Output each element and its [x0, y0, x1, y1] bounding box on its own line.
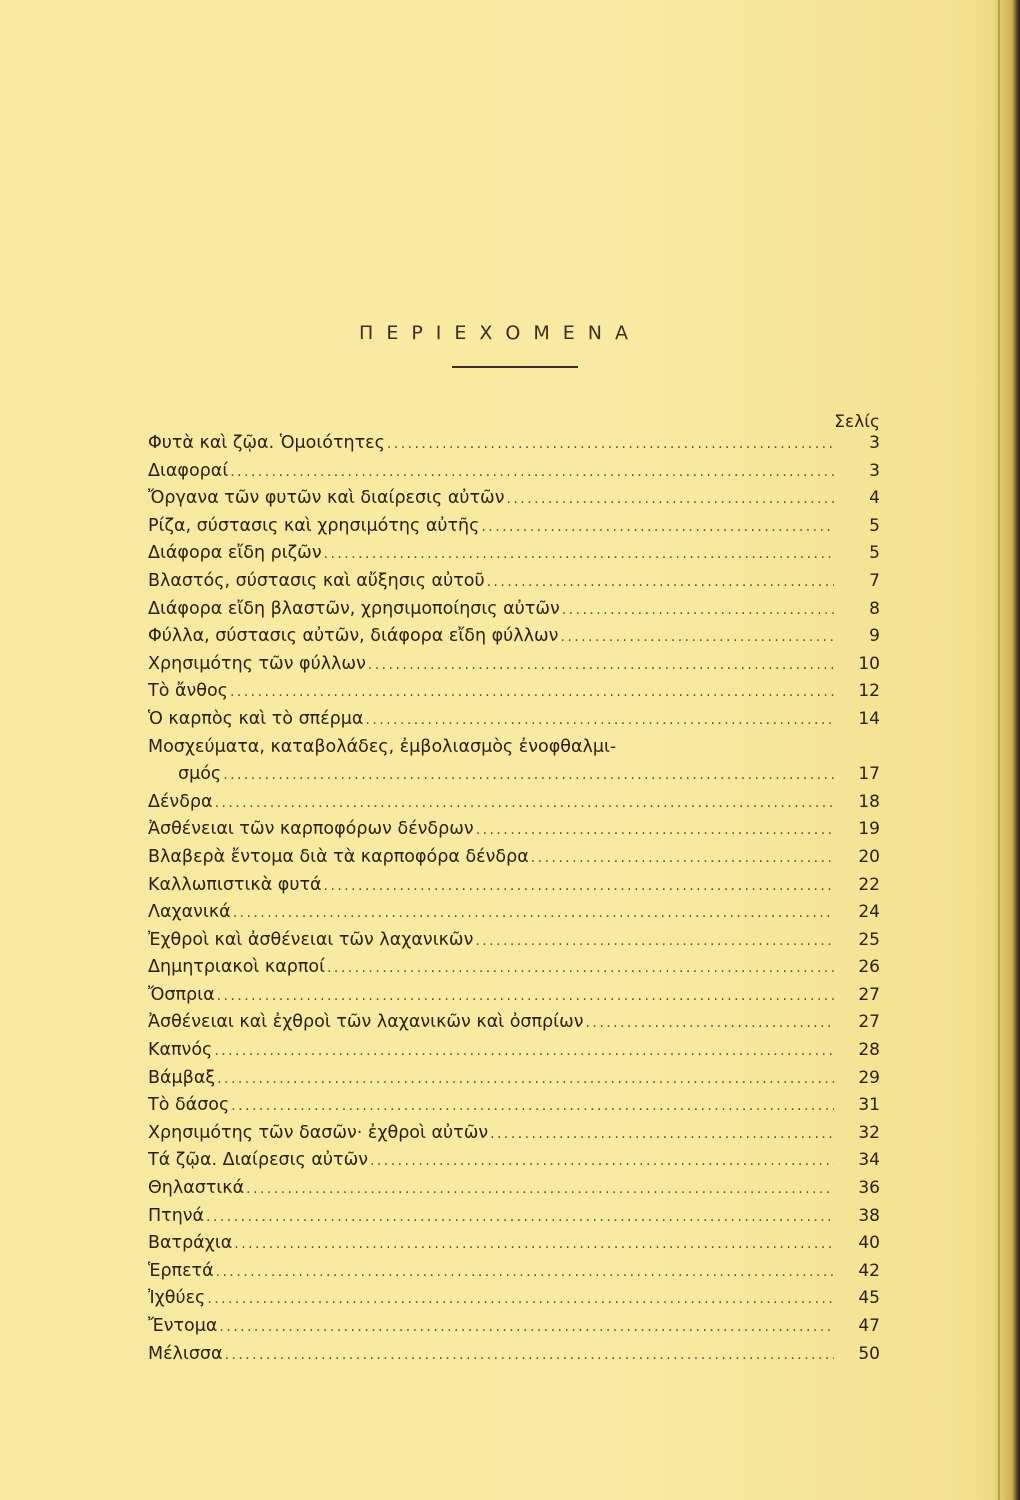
toc-entry-page: 8	[869, 598, 880, 619]
dot-leader	[246, 1176, 834, 1204]
dot-leader	[234, 1231, 834, 1259]
dot-leader	[531, 845, 834, 873]
dot-leader	[387, 431, 834, 459]
toc-entry-title: Φύλλα, σύστασις αὐτῶν, διάφορα εἴδη φύλλων	[148, 626, 559, 647]
toc-entry	[148, 982, 880, 1010]
dot-leader	[214, 1038, 834, 1066]
dot-leader	[217, 1066, 834, 1094]
dot-leader	[230, 459, 834, 487]
toc-entry-title: Ὄσπρια	[148, 984, 215, 1005]
toc-entry-title: Διάφορα εἴδη βλαστῶν, χρησιμοποίησις αὐτῶν	[148, 598, 560, 619]
toc-entry-page: 17	[858, 764, 880, 785]
pages-column-heading: Σελίς	[834, 412, 880, 432]
dot-leader	[490, 1121, 834, 1149]
toc-entry	[148, 1147, 880, 1175]
toc-entry-title: Ἀσθένειαι τῶν καρποφόρων δένδρων	[148, 819, 474, 840]
dot-leader	[560, 624, 834, 652]
dot-leader	[562, 597, 834, 625]
toc-entry	[148, 816, 880, 844]
dot-leader	[215, 790, 834, 818]
toc-entry-page: 20	[858, 846, 880, 867]
toc-entry-page: 40	[858, 1233, 880, 1254]
toc-entry-title: Ὁ καρπὸς καὶ τὸ σπέρμα	[148, 708, 364, 729]
toc-entry	[148, 568, 880, 596]
dot-leader	[230, 679, 834, 707]
toc-entry-page: 50	[858, 1343, 880, 1364]
toc-entry-title: Φυτὰ καὶ ζῷα. Ὁμοιότητες	[148, 433, 385, 453]
toc-entry-page: 42	[858, 1260, 880, 1281]
dot-leader	[225, 1342, 834, 1370]
toc-entry	[148, 899, 880, 927]
dot-leader	[233, 900, 834, 928]
toc-entry-title: Ἀσθένειαι καὶ ἐχθροὶ τῶν λαχανικῶν καὶ ὀσπρίων	[148, 1012, 584, 1033]
toc-entry	[148, 1009, 880, 1037]
toc-entry-page: 28	[858, 1040, 880, 1061]
page-title: ΠΕΡΙΕΧΟΜΕΝΑ	[359, 322, 641, 344]
toc-entry-title: Ἐχθροὶ καὶ ἀσθένειαι τῶν λαχανικῶν	[148, 929, 474, 950]
toc-entry	[148, 927, 880, 955]
toc-entry-page: 7	[869, 570, 880, 591]
toc-entry-title: Χρησιμότης τῶν φύλλων	[148, 653, 366, 674]
dot-leader	[481, 514, 834, 542]
dot-leader	[324, 873, 834, 901]
toc-entry-title: Διαφοραί	[148, 460, 229, 481]
toc-entry	[148, 1230, 880, 1258]
toc-entry-title: Ρίζα, σύστασις καὶ χρησιμότης αὐτῆς	[148, 515, 480, 536]
toc-entry	[148, 1175, 880, 1203]
toc-entry-page: 27	[858, 984, 880, 1005]
toc-entry	[148, 1285, 880, 1313]
toc-entry-title: Τὸ ἄνθος	[148, 681, 228, 702]
dot-leader	[207, 1286, 834, 1314]
dot-leader	[327, 955, 834, 983]
toc-entry	[148, 706, 880, 734]
toc-entry-title: Θηλαστικά	[148, 1178, 245, 1199]
toc-entry-page: 47	[858, 1316, 880, 1336]
toc-entry-page: 34	[858, 1150, 880, 1171]
toc-entry-title: Ἑρπετά	[148, 1260, 214, 1281]
spine-edge	[998, 0, 1000, 1500]
toc-entry-page: 38	[858, 1205, 880, 1226]
toc-entry-page: 29	[858, 1067, 880, 1088]
toc-entry	[148, 651, 880, 679]
dot-leader	[206, 1204, 834, 1232]
dot-leader	[507, 486, 835, 514]
toc-entry	[148, 485, 880, 513]
toc-entry-page: 26	[858, 957, 880, 978]
toc-entry-title: Ὄργανα τῶν φυτῶν καὶ διαίρεσις αὐτῶν	[148, 488, 505, 509]
toc-entry	[148, 1258, 880, 1286]
toc-entry	[148, 596, 880, 624]
toc-entry-title: Χρησιμότης τῶν δασῶν· ἐχθροὶ αὐτῶν	[148, 1122, 489, 1143]
toc-entry	[148, 623, 880, 651]
toc-entry-title: Τά ζῷα. Διαίρεσις αὐτῶν	[148, 1150, 369, 1171]
toc-entry	[148, 734, 880, 762]
dot-leader	[370, 1148, 834, 1176]
toc-entry-page: 5	[869, 543, 880, 564]
toc-entry-page: 10	[858, 653, 880, 674]
toc-entry-title: Καλλωπιστικὰ φυτά	[148, 874, 322, 895]
toc-entry	[148, 1065, 880, 1093]
toc-entry-title: Βατράχια	[148, 1233, 233, 1254]
toc-entry	[148, 1313, 880, 1341]
toc-entry-title: Τὸ δάσος	[148, 1095, 230, 1116]
toc-entry-page: 19	[858, 819, 880, 840]
toc-entry-title: Ἰχθύες	[148, 1288, 206, 1309]
dot-leader	[475, 928, 834, 956]
dot-leader	[217, 983, 834, 1011]
toc-entry	[148, 1120, 880, 1148]
toc-entry-page: 14	[858, 708, 880, 729]
toc-entry-page: 31	[858, 1095, 880, 1116]
toc-entry-title: Μέλισσα	[148, 1343, 223, 1364]
dot-leader	[476, 817, 834, 845]
toc-entry-page: 18	[858, 791, 880, 812]
toc-entry	[148, 954, 880, 982]
toc-entry	[148, 1037, 880, 1065]
toc-entry-title: Διάφορα εἴδη ριζῶν	[148, 543, 322, 564]
toc-entry	[148, 458, 880, 486]
toc-entry-page: 3	[869, 433, 880, 453]
table-of-contents	[148, 430, 880, 1368]
toc-entry	[148, 789, 880, 817]
toc-entry-title: Ἔντομα	[148, 1316, 218, 1336]
toc-entry	[148, 678, 880, 706]
toc-entry-page: 3	[869, 460, 880, 481]
toc-entry-page: 5	[869, 515, 880, 536]
toc-entry-page: 9	[869, 626, 880, 647]
toc-entry-title: Δημητριακοὶ καρποί	[148, 957, 326, 978]
dot-leader	[231, 1093, 834, 1121]
toc-entry-page: 45	[858, 1288, 880, 1309]
toc-entry-page: 36	[858, 1178, 880, 1199]
toc-entry	[148, 872, 880, 900]
dot-leader	[487, 569, 834, 597]
toc-entry-page: 25	[858, 929, 880, 950]
toc-entry-title: Λαχανικά	[148, 902, 231, 923]
toc-entry	[148, 430, 880, 458]
toc-entry	[148, 844, 880, 872]
title-underline	[452, 366, 578, 368]
toc-entry	[148, 761, 880, 789]
toc-entry	[148, 1341, 880, 1369]
toc-entry-title: Βάμβαξ	[148, 1067, 216, 1088]
toc-entry-page: 12	[858, 681, 880, 702]
toc-entry-page: 24	[858, 902, 880, 923]
toc-entry-title: Βλαβερὰ ἔντομα διὰ τὰ καρποφόρα δένδρα	[148, 846, 529, 867]
toc-entry-page: 27	[858, 1012, 880, 1033]
toc-entry-page: 22	[858, 874, 880, 895]
toc-entry	[148, 1092, 880, 1120]
dot-leader	[324, 541, 834, 569]
dot-leader	[219, 1314, 834, 1342]
toc-entry	[148, 513, 880, 541]
toc-entry	[148, 540, 880, 568]
dot-leader	[368, 652, 834, 680]
toc-entry-title: Μοσχεύματα, καταβολάδες, ἐμβολιασμὸς ἐνοφθαλμι-	[148, 736, 617, 757]
toc-entry-title: Πτηνά	[148, 1205, 205, 1226]
toc-entry	[148, 1203, 880, 1231]
toc-entry-page: 32	[858, 1122, 880, 1143]
toc-entry-title: Βλαστός, σύστασις καὶ αὔξησις αὐτοῦ	[148, 570, 485, 591]
toc-entry-page: 4	[869, 488, 880, 509]
dot-leader	[365, 707, 834, 735]
dot-leader	[216, 1259, 834, 1287]
toc-entry-title: Καπνός	[148, 1040, 213, 1061]
dot-leader	[223, 762, 834, 790]
dot-leader	[586, 1010, 834, 1038]
toc-entry-title: Δένδρα	[148, 791, 213, 812]
toc-entry-title: σμός	[178, 764, 222, 785]
